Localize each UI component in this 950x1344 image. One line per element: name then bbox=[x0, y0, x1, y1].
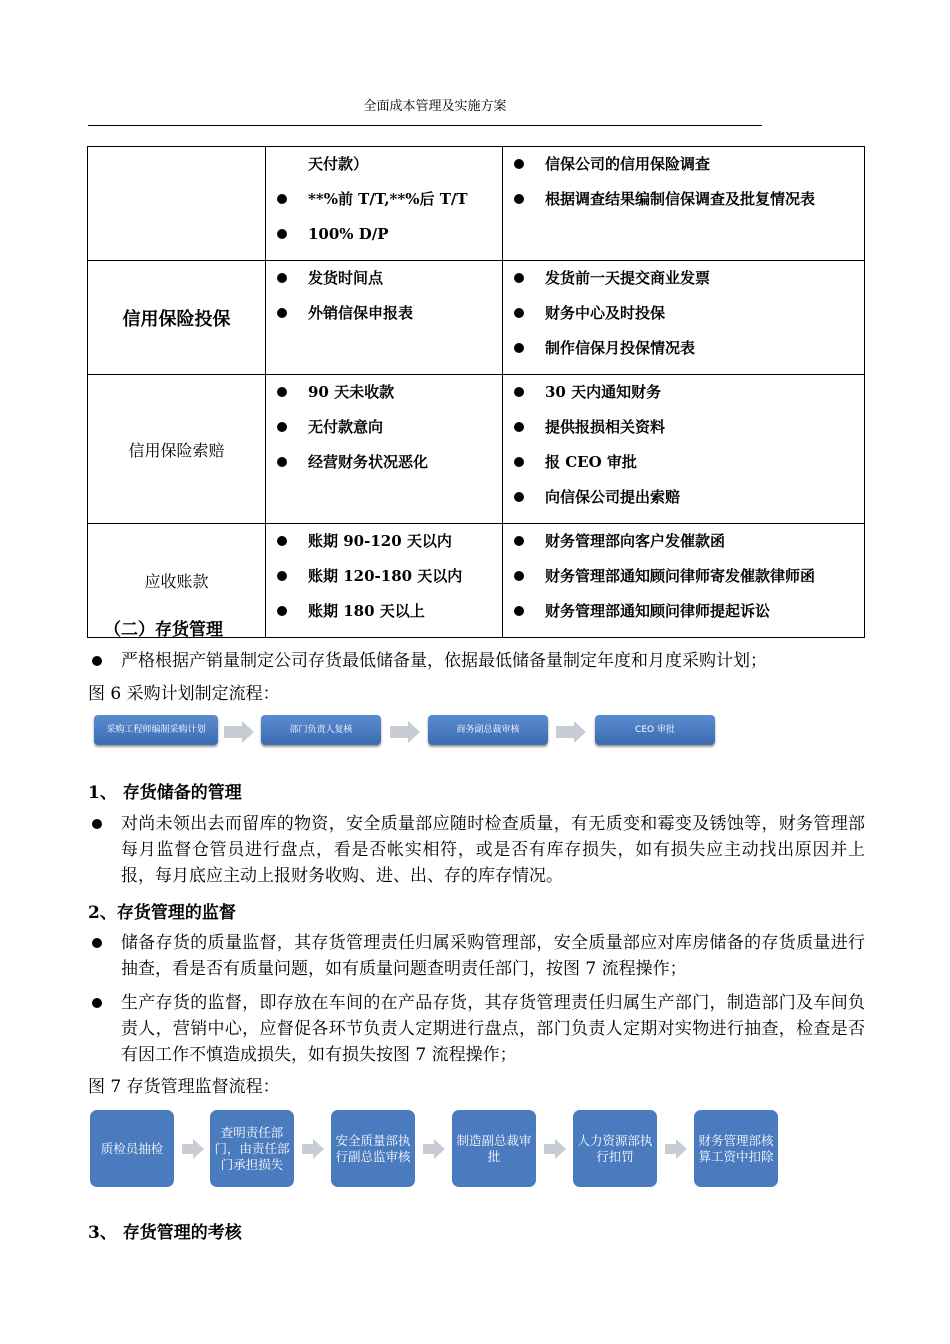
action-item: 财务中心及时投保 bbox=[503, 299, 864, 334]
bullet-icon bbox=[277, 229, 287, 239]
arrow-right-icon bbox=[224, 721, 254, 743]
bullet-icon bbox=[514, 457, 524, 467]
bullet-icon bbox=[277, 273, 287, 283]
action-item: 30 天内通知财务 bbox=[503, 378, 864, 413]
bullet-icon bbox=[514, 273, 524, 283]
row-label: 信用保险投保 bbox=[88, 261, 266, 375]
condition-item: 账期 180 天以上 bbox=[266, 597, 502, 632]
table-row bbox=[88, 375, 865, 524]
bullet-icon bbox=[514, 159, 524, 169]
fig6-flowchart bbox=[94, 715, 724, 749]
bullet-icon bbox=[514, 536, 524, 546]
condition-item: 100% D/P bbox=[266, 220, 502, 255]
fig6-caption: 图 6 采购计划制定流程： bbox=[88, 684, 280, 704]
page-header-title: 全面成本管理及实施方案 bbox=[363, 99, 507, 114]
subsection-title-1: 1、 存货储备的管理 bbox=[88, 783, 242, 803]
fig7-flowchart bbox=[90, 1110, 790, 1190]
flow-step: 商务副总裁审核 bbox=[428, 715, 548, 745]
bullet-icon bbox=[514, 422, 524, 432]
condition-item: 经营财务状况恶化 bbox=[266, 448, 502, 483]
action-item: 制作信保月投保情况表 bbox=[503, 334, 864, 369]
flow-step: 部门负责人复核 bbox=[261, 715, 381, 745]
bullet-icon bbox=[277, 536, 287, 546]
condition-item: 外销信保申报表 bbox=[266, 299, 502, 334]
arrow-right-icon bbox=[544, 1139, 566, 1159]
flow-step: 质检员抽检 bbox=[90, 1110, 174, 1187]
inventory-bullet: 严格根据产销量制定公司存货最低储备量，依据最低储备量制定年度和月度采购计划； bbox=[90, 648, 865, 674]
flow-step: CEO 审批 bbox=[595, 715, 715, 745]
bullet-icon bbox=[277, 194, 287, 204]
condition-item: 发货时间点 bbox=[266, 264, 502, 299]
bullet-icon bbox=[277, 606, 287, 616]
credit-insurance-table bbox=[87, 146, 865, 638]
table-row bbox=[88, 147, 865, 261]
flow-step: 查明责任部门，由责任部门承担损失 bbox=[210, 1110, 294, 1187]
supervision-bullet-2: 生产存货的监督，即存放在车间的在产品存货，其存货管理责任归属生产部门，制造部门及车间负责人，营销中心，应督促各环节负责人定期进行盘点，部门负责人定期对实物进行抽查，检查是否有因工作不慎造成损失，如有损失按图 7 流程操作； bbox=[90, 990, 865, 1068]
action-item: 财务管理部向客户发催款函 bbox=[503, 527, 864, 562]
table-row bbox=[88, 261, 865, 375]
bullet-icon bbox=[514, 308, 524, 318]
bullet-icon bbox=[92, 656, 102, 666]
condition-item: **%前 T/T,**%后 T/T bbox=[266, 185, 502, 220]
flow-step: 制造副总裁审批 bbox=[452, 1110, 536, 1187]
action-item: 信保公司的信用保险调查 bbox=[503, 150, 864, 185]
bullet-icon bbox=[514, 387, 524, 397]
arrow-right-icon bbox=[423, 1139, 445, 1159]
arrow-right-icon bbox=[665, 1139, 687, 1159]
bullet-icon bbox=[92, 998, 102, 1008]
action-item: 提供报损相关资料 bbox=[503, 413, 864, 448]
arrow-right-icon bbox=[556, 721, 586, 743]
action-item: 根据调查结果编制信保调查及批复情况表 bbox=[503, 185, 864, 220]
bullet-icon bbox=[92, 938, 102, 948]
header-rule bbox=[88, 125, 762, 126]
condition-item: 账期 90-120 天以内 bbox=[266, 527, 502, 562]
action-item: 向信保公司提出索赔 bbox=[503, 483, 864, 518]
condition-item: 90 天未收款 bbox=[266, 378, 502, 413]
bullet-icon bbox=[514, 606, 524, 616]
row-label: 应收账款 bbox=[88, 524, 266, 638]
bullet-icon bbox=[514, 194, 524, 204]
bullet-icon bbox=[514, 571, 524, 581]
flow-step: 财务管理部核算工资中扣除 bbox=[694, 1110, 778, 1187]
subsection-title-2: 2、存货管理的监督 bbox=[88, 903, 236, 923]
flow-step: 采购工程师编制采购计划 bbox=[94, 715, 218, 745]
condition-item: 账期 120-180 天以内 bbox=[266, 562, 502, 597]
arrow-right-icon bbox=[302, 1139, 324, 1159]
storage-bullet: 对尚未领出去而留库的物资，安全质量部应随时检查质量，有无质变和霉变及锈蚀等，财务管理部每月监督仓管员进行盘点，看是否帐实相符，或是否有库存损失，如有损失应主动找出原因并上报，每月底应主动上报财务收购、进、出、存的库存情况。 bbox=[90, 811, 865, 889]
bullet-icon bbox=[277, 422, 287, 432]
bullet-icon bbox=[277, 457, 287, 467]
action-item: 财务管理部通知顾问律师提起诉讼 bbox=[503, 597, 864, 632]
fig7-caption: 图 7 存货管理监督流程： bbox=[88, 1077, 280, 1097]
action-item: 报 CEO 审批 bbox=[503, 448, 864, 483]
bullet-icon bbox=[277, 308, 287, 318]
bullet-icon bbox=[514, 343, 524, 353]
flow-step: 安全质量部执行副总监审核 bbox=[331, 1110, 415, 1187]
section-title-inventory: （二）存货管理 bbox=[104, 620, 223, 640]
bullet-icon bbox=[92, 819, 102, 829]
row-label: 信用保险索赔 bbox=[88, 375, 266, 524]
flow-step: 人力资源部执行扣罚 bbox=[573, 1110, 657, 1187]
bullet-icon bbox=[277, 387, 287, 397]
supervision-bullet-1: 储备存货的质量监督，其存货管理责任归属采购管理部，安全质量部应对库房储备的存货质量进行抽查，看是否有质量问题，如有质量问题查明责任部门，按图 7 流程操作； bbox=[90, 930, 865, 982]
condition-item: 天付款） bbox=[308, 155, 369, 173]
subsection-title-3: 3、 存货管理的考核 bbox=[88, 1223, 242, 1243]
condition-item: 无付款意向 bbox=[266, 413, 502, 448]
arrow-right-icon bbox=[182, 1139, 204, 1159]
bullet-icon bbox=[514, 492, 524, 502]
row-label bbox=[88, 147, 266, 261]
bullet-icon bbox=[277, 571, 287, 581]
arrow-right-icon bbox=[390, 721, 420, 743]
action-item: 财务管理部通知顾问律师寄发催款律师函 bbox=[503, 562, 864, 597]
action-item: 发货前一天提交商业发票 bbox=[503, 264, 864, 299]
